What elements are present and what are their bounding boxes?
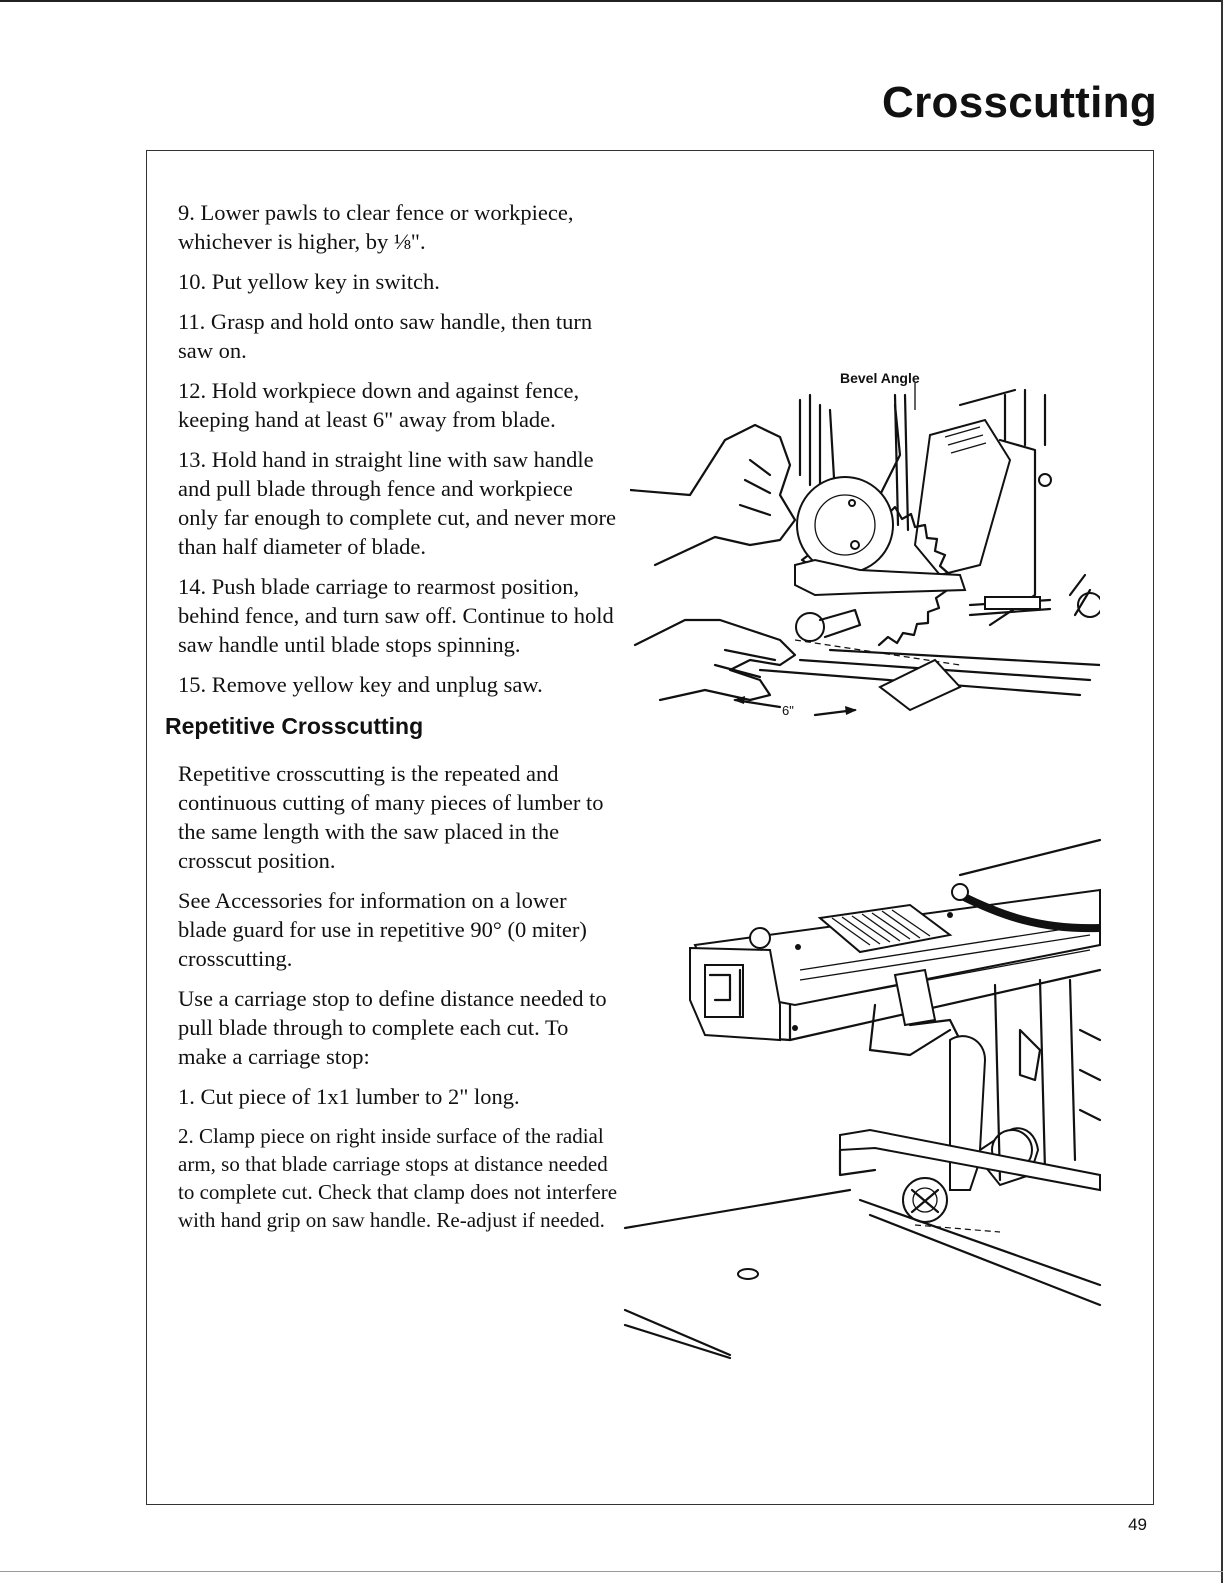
top-page-rule <box>0 0 1223 2</box>
crosscut-hand-position-drawing <box>630 365 1100 740</box>
carriage-stop-step-1: 1. Cut piece of 1x1 lumber to 2" long. <box>178 1084 520 1109</box>
crosscut-hand-position-illustration <box>630 365 1100 740</box>
radial-arm-carriage-stop-drawing <box>620 830 1105 1360</box>
carriage-stop-step-2: 2. Clamp piece on right inside surface of the radial arm, so that blade carriage stops at distance needed to complete cut. Check that clamp does not interfere with hand grip on saw handle. Re-adjust if needed. <box>178 1124 618 1232</box>
accessories-paragraph: See Accessories for information on a lower blade guard for use in repetitive 90° (0 miter) crosscutting. <box>178 888 587 971</box>
page-number: 49 <box>1128 1515 1147 1534</box>
repetitive-intro-paragraph: Repetitive crosscutting is the repeated and continuous cutting of many pieces of lumber to the same length with the saw placed in the crosscut position. <box>178 761 604 873</box>
step-12: 12. Hold workpiece down and against fence, keeping hand at least 6" away from blade. <box>178 378 580 432</box>
step-11: 11. Grasp and hold onto saw handle, then turn saw on. <box>178 309 593 363</box>
page-title: Crosscutting <box>882 78 1157 127</box>
section-heading-repetitive-crosscutting: Repetitive Crosscutting <box>165 713 424 739</box>
radial-arm-carriage-stop-illustration <box>620 830 1105 1360</box>
step-14: 14. Push blade carriage to rearmost position, behind fence, and turn saw off. Continue to hold saw handle until blade stops spinning. <box>178 574 614 657</box>
step-9: 9. Lower pawls to clear fence or workpiece, whichever is higher, by ⅛". <box>178 200 574 254</box>
carriage-stop-paragraph: Use a carriage stop to define distance needed to pull blade through to complete each cut. To make a carriage stop: <box>178 986 607 1069</box>
step-10: 10. Put yellow key in switch. <box>178 269 440 294</box>
instruction-text-column <box>165 198 618 1245</box>
six-inch-label: 6" <box>782 703 794 718</box>
bottom-page-rule <box>0 1571 1223 1572</box>
step-15: 15. Remove yellow key and unplug saw. <box>178 672 543 697</box>
bevel-angle-label: Bevel Angle <box>840 370 920 386</box>
step-13: 13. Hold hand in straight line with saw handle and pull blade through fence and workpiece only far enough to complete cut, and never more than half diameter of blade. <box>178 447 616 559</box>
